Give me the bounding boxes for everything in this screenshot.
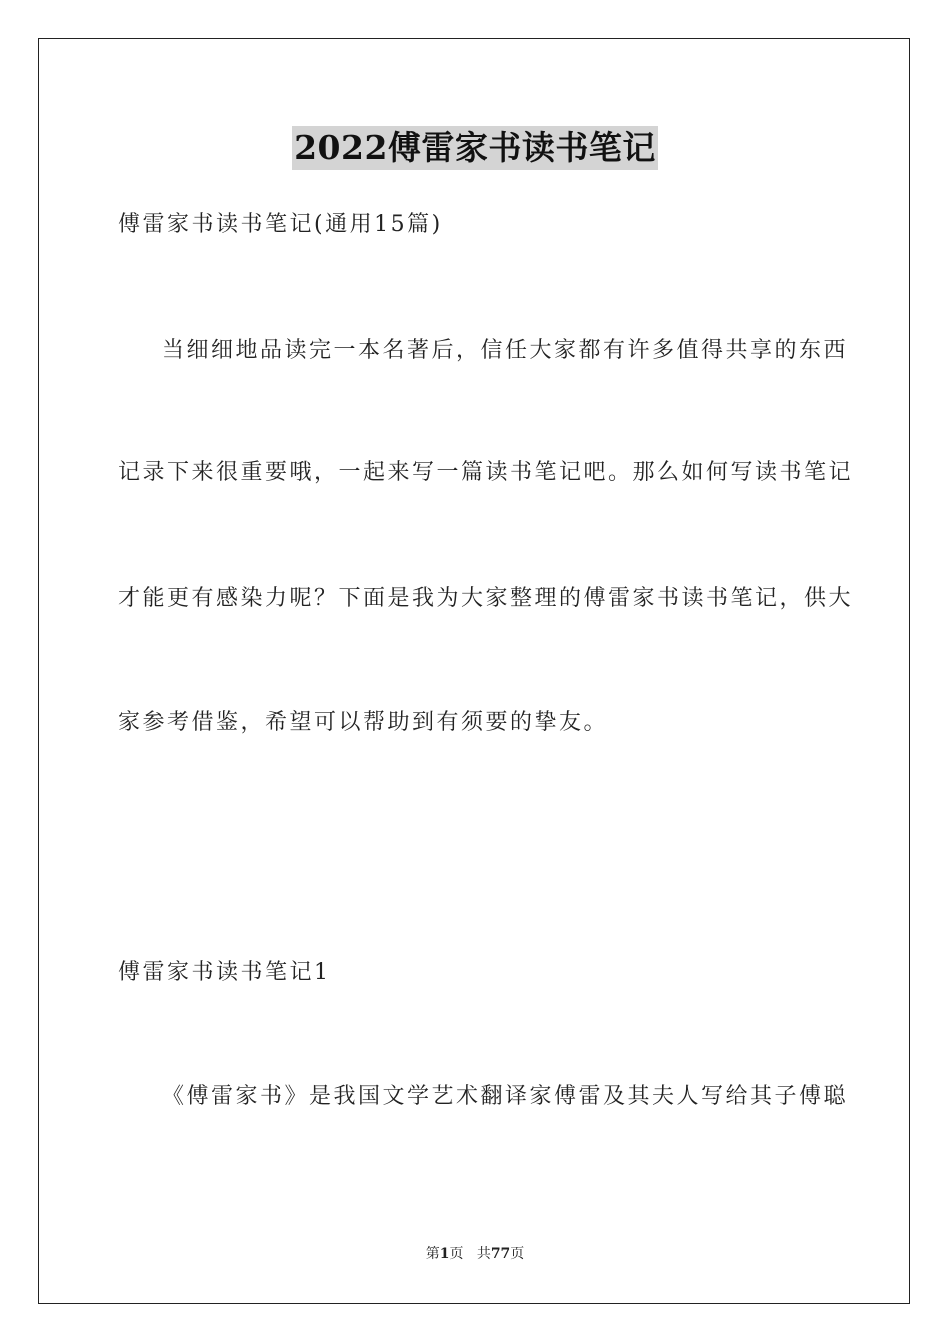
page-footer bbox=[0, 1244, 950, 1264]
intro-line-2: 记录下来很重要哦，一起来写一篇读书笔记吧。那么如何写读书笔记 bbox=[118, 460, 854, 485]
intro-line-1: 当细细地品读完一本名著后，信任大家都有许多值得共享的东西 bbox=[162, 338, 849, 363]
footer-page-prefix: 第 bbox=[425, 1246, 440, 1262]
footer-total-pages: 77 bbox=[490, 1246, 511, 1262]
footer-page-number: 1 bbox=[439, 1246, 450, 1262]
section-heading: 傅雷家书读书笔记1 bbox=[118, 960, 331, 985]
footer-page-suffix: 页 bbox=[449, 1246, 464, 1262]
footer-total-prefix: 共 bbox=[476, 1246, 491, 1262]
document-title: 2022傅雷家书读书笔记 bbox=[292, 126, 658, 170]
title-container bbox=[0, 126, 950, 170]
document-subtitle: 傅雷家书读书笔记(通用15篇) bbox=[118, 212, 443, 237]
intro-line-3: 才能更有感染力呢？下面是我为大家整理的傅雷家书读书笔记，供大 bbox=[118, 586, 854, 611]
intro-line-4: 家参考借鉴，希望可以帮助到有须要的挚友。 bbox=[118, 710, 609, 735]
section-line-1: 《傅雷家书》是我国文学艺术翻译家傅雷及其夫人写给其子傅聪 bbox=[162, 1084, 849, 1109]
footer-total-suffix: 页 bbox=[510, 1246, 525, 1262]
